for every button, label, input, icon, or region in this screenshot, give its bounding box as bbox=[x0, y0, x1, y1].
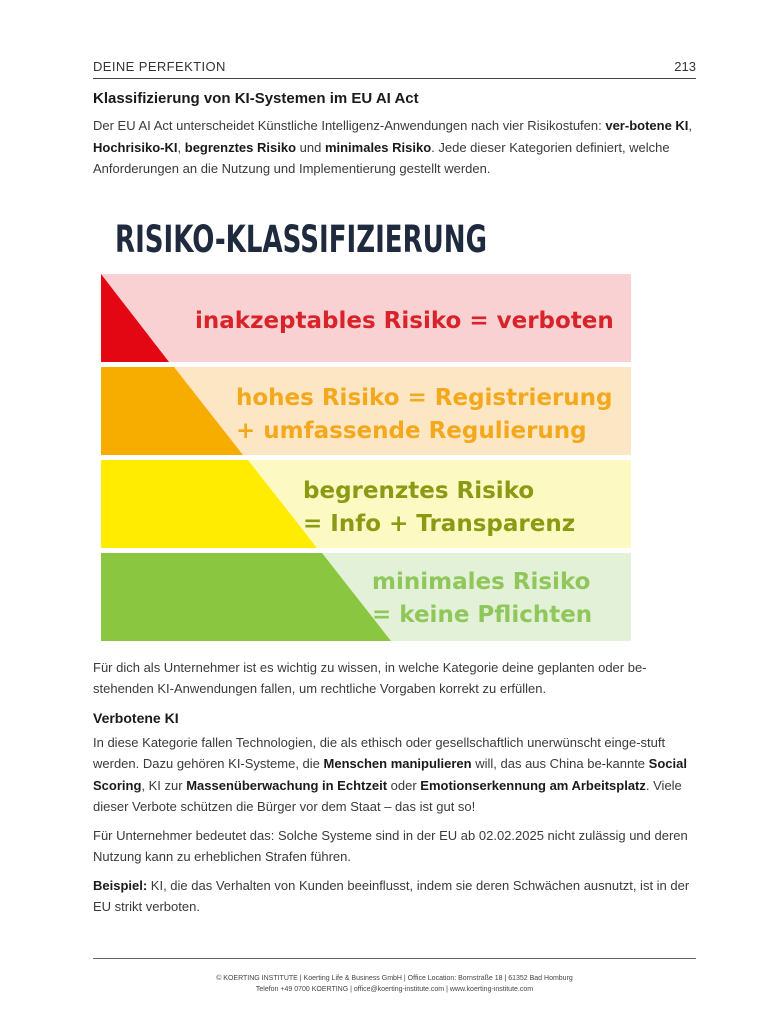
page-footer bbox=[93, 958, 696, 995]
bold-term: minimales Risiko bbox=[324, 139, 432, 155]
header-title: DEINE PERFEKTION bbox=[93, 59, 226, 74]
text-run: , bbox=[688, 118, 693, 133]
page-content bbox=[93, 90, 696, 925]
level-label-minimal-line2: = keine Pflichten bbox=[372, 601, 593, 628]
bold-term: begrenztes Risiko bbox=[184, 139, 297, 155]
page-number: 213 bbox=[674, 59, 696, 74]
bold-term: Emotionserkennung am Arbeitsplatz bbox=[420, 777, 646, 793]
text-run: . Jede dieser Kategorien definiert, welche Anforderungen an die Nutzung und Implementierung gestellt werden. bbox=[93, 139, 670, 176]
footer-line-contact: Telefon +49 0700 KOERTING | office@koerting-institute.com | www.koerting-institute.com bbox=[255, 986, 534, 993]
figure-title: RISIKO-KLASSIFIZIERUNG bbox=[115, 217, 487, 261]
text-run: KI, die das Verhalten von Kunden beeinflusst, indem sie deren Schwächen ausnutzt, ist in der EU strikt verboten. bbox=[93, 877, 690, 914]
text-run: . Viele dieser Verbote schützen die Bürger vor dem Staat – das ist gut so! bbox=[93, 777, 682, 814]
level-label-minimal-line1: minimales Risiko bbox=[372, 568, 591, 595]
text-run: , bbox=[177, 139, 185, 155]
text-run: , KI zur bbox=[141, 777, 187, 793]
section-heading-classification: Klassifizierung von KI-Systemen im EU AI Act bbox=[93, 90, 419, 107]
text-run: Der EU AI Act unterscheidet Künstliche Intelligenz-Anwendungen nach vier Risikostufen: bbox=[93, 118, 606, 133]
section-heading-forbidden: Verbotene KI bbox=[93, 709, 179, 726]
bold-term: Social Scoring bbox=[93, 756, 687, 793]
text-run: oder bbox=[387, 777, 421, 793]
text-run: will, das aus China be-kannte bbox=[471, 756, 649, 771]
intro-paragraph bbox=[93, 115, 696, 180]
bold-term: Menschen manipulieren bbox=[323, 756, 472, 771]
level-label-high-line2: + umfassende Regulierung bbox=[236, 417, 587, 444]
risk-pyramid-graphic bbox=[93, 190, 633, 645]
footer-line-address: © KOERTING INSTITUTE | Koerting Life & Business GmbH | Office Location: Bornstraße 18 | 61352 Bad Homburg bbox=[216, 975, 573, 982]
example-paragraph bbox=[93, 875, 696, 918]
text-run: und bbox=[296, 139, 325, 155]
risk-classification-figure bbox=[93, 190, 633, 645]
bold-term: Hochrisiko-KI bbox=[93, 139, 178, 155]
example-label: Beispiel: bbox=[93, 877, 148, 893]
unternehmer-paragraph: Für dich als Unternehmer ist es wichtig zu wissen, in welche Kategorie deine geplanten oder be-stehenden KI-Anwendungen fallen, um rechtliche Vorgaben korrekt zu erfüllen. bbox=[93, 659, 647, 696]
text-run: In diese Kategorie fallen Technologien, die als ethisch oder gesellschaftlich unerwünscht einge-stuft werden. Dazu gehören KI-Systeme, die bbox=[93, 734, 666, 771]
level-label-high-line1: hohes Risiko = Registrierung bbox=[236, 384, 613, 411]
level-label-unacceptable: inakzeptables Risiko = verboten bbox=[195, 307, 614, 334]
consequences-paragraph: Für Unternehmer bedeutet das: Solche Systeme sind in der EU ab 02.02.2025 nicht zulässig und deren Nutzung kann zu erheblichen Strafen führen. bbox=[93, 827, 688, 864]
page-header bbox=[93, 58, 696, 79]
level-label-limited-line1: begrenztes Risiko bbox=[303, 477, 535, 504]
level-label-limited-line2: = Info + Transparenz bbox=[303, 510, 576, 537]
bold-term: Massenüberwachung in Echtzeit bbox=[186, 777, 388, 793]
bold-term: ver-botene KI bbox=[605, 118, 689, 133]
forbidden-paragraph bbox=[93, 732, 696, 818]
